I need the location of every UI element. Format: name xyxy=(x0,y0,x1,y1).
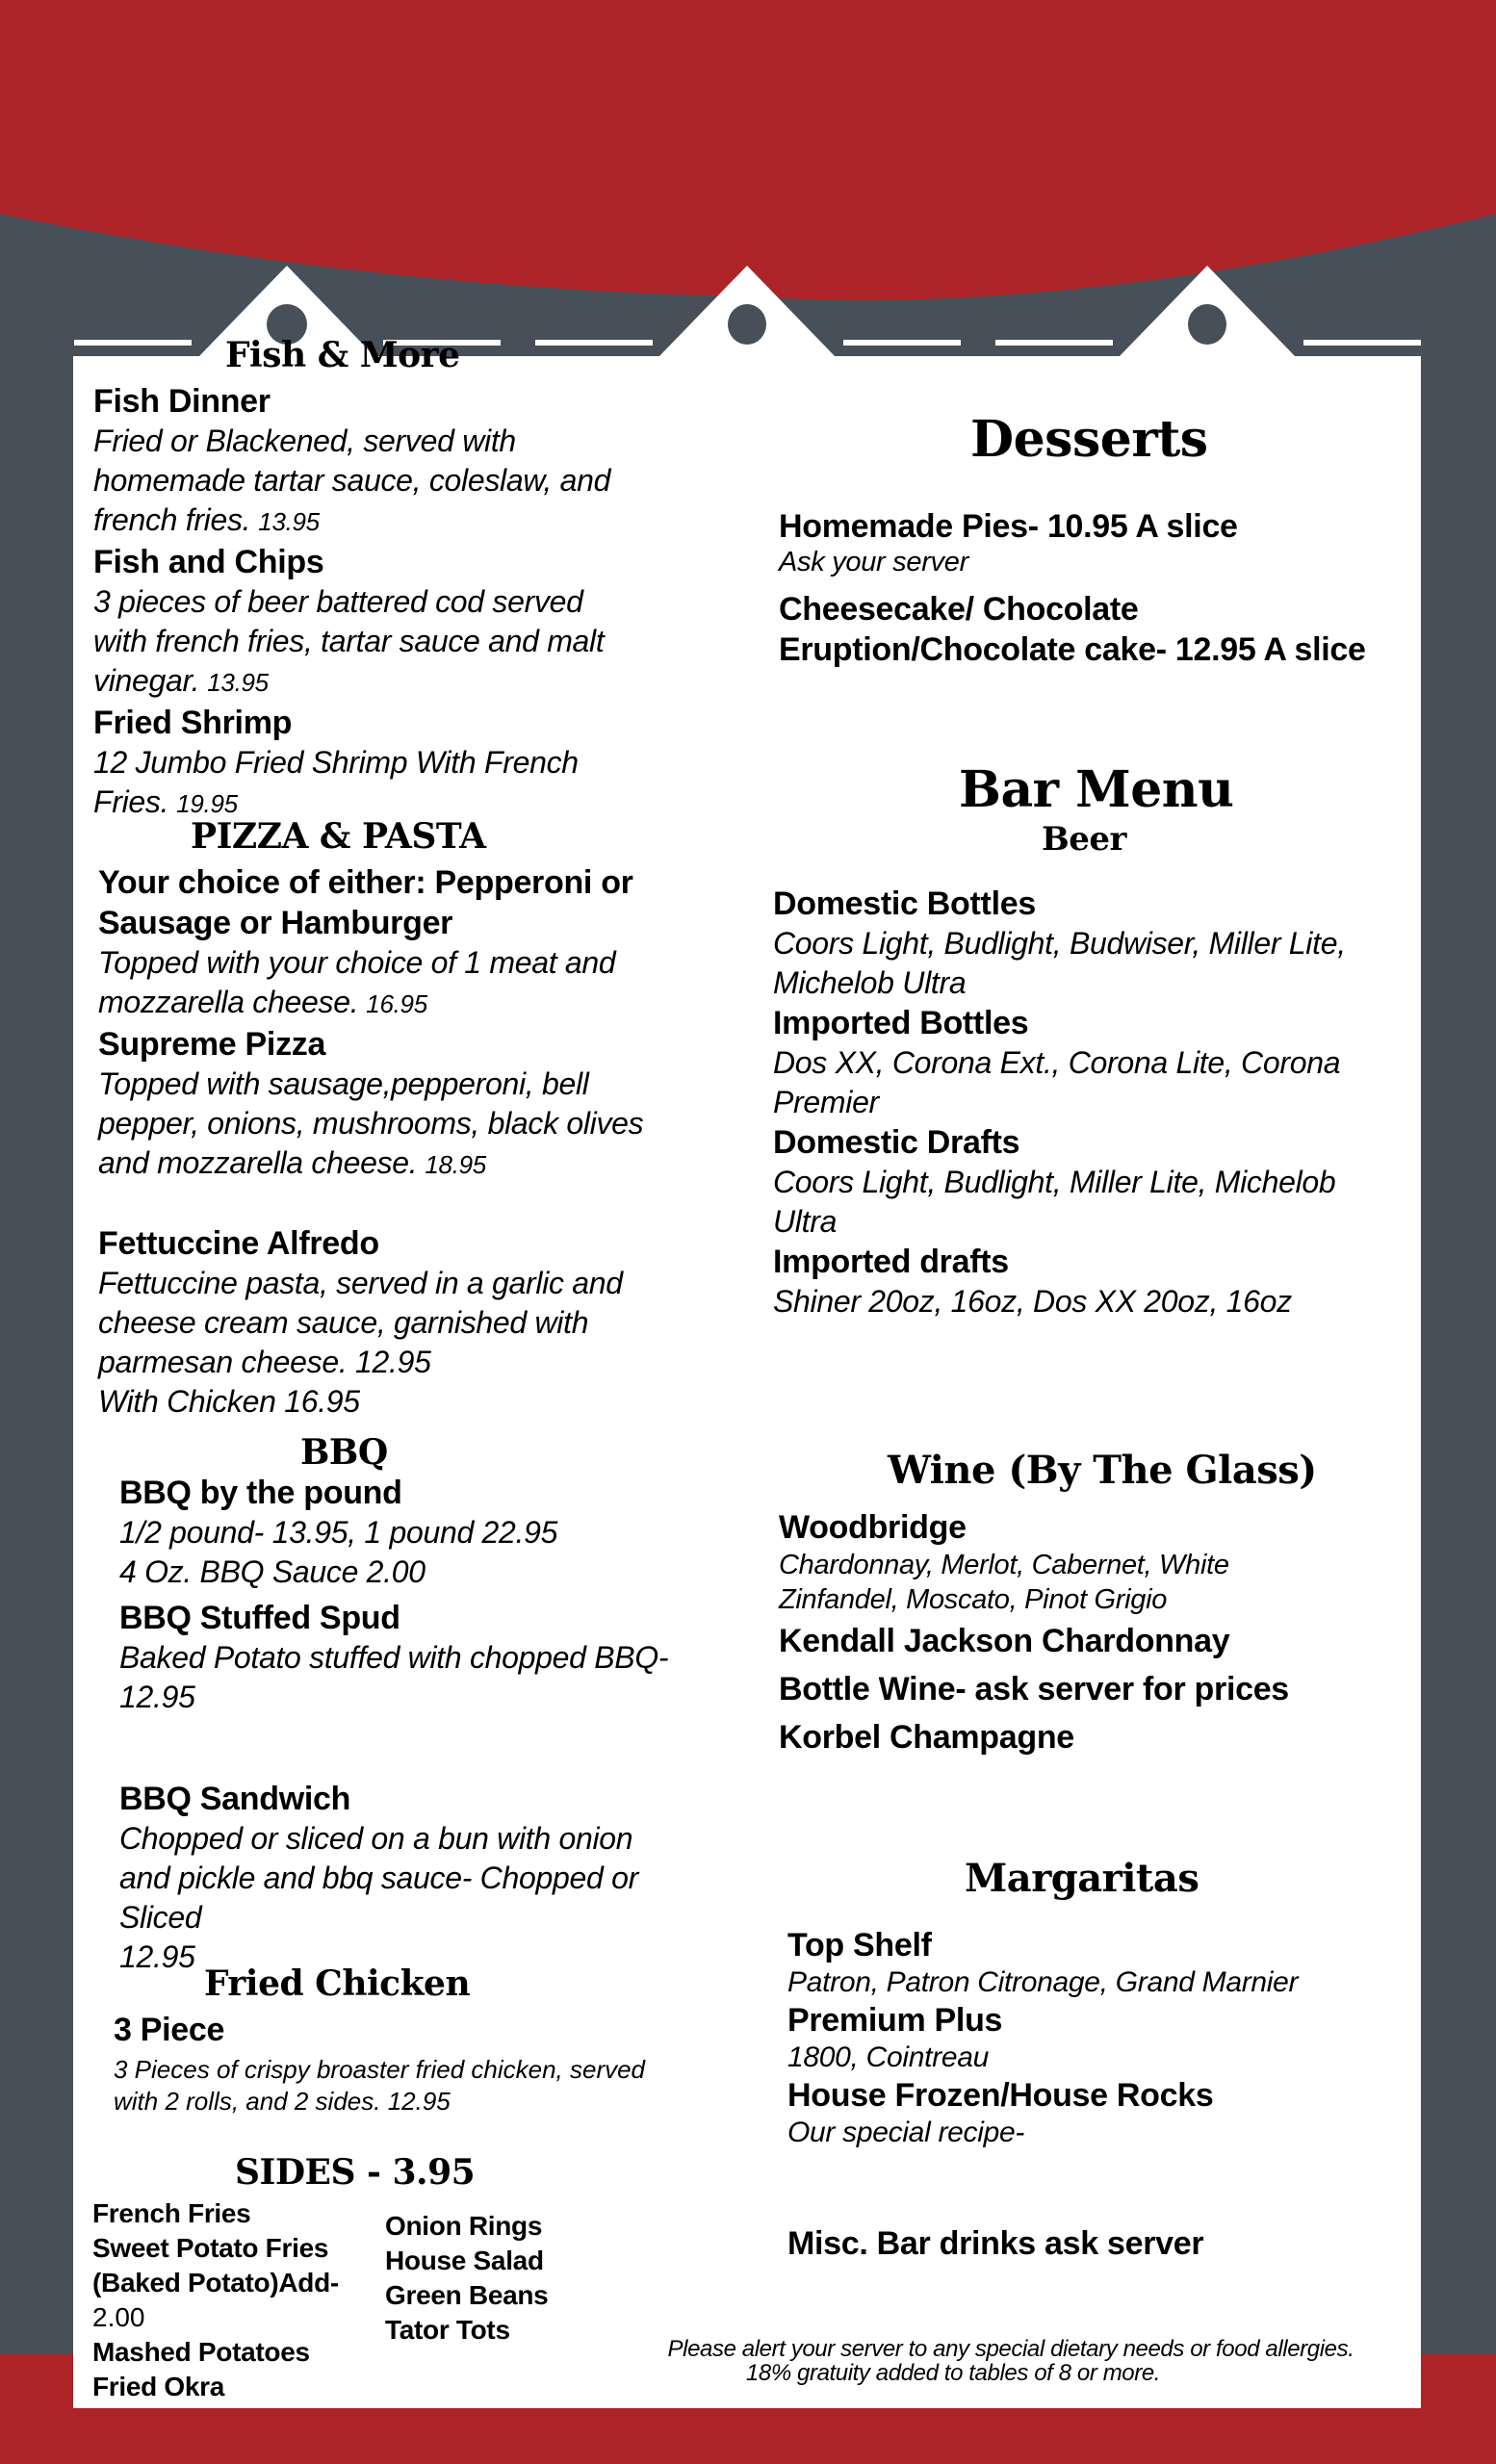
menu-item-desc: Patron, Patron Citronage, Grand Marnier xyxy=(787,1966,1299,1998)
fried-chicken-section xyxy=(114,2010,749,2118)
desc-line: Coors Light, Budlight, Miller Lite, Michelob xyxy=(773,1165,1336,1199)
pizza-pasta-section xyxy=(98,862,753,1422)
desc-line: Michelob Ultra xyxy=(773,965,967,1000)
desc-line: Fries. xyxy=(93,784,169,819)
side-item: House Salad xyxy=(385,2246,544,2275)
desc-line: and pickle and bbq sauce- Chopped or xyxy=(119,1861,638,1895)
section-title-bar-menu: Bar Menu xyxy=(959,760,1234,819)
desc-line: parmesan cheese. 12.95 xyxy=(98,1345,431,1379)
menu-item-desc xyxy=(98,1264,753,1422)
side-item-price: 2.00 xyxy=(92,2302,145,2332)
desc-line: Fried or Blackened, served with xyxy=(93,424,516,458)
menu-item-name: Imported drafts xyxy=(773,1244,1009,1280)
desc-line: vinegar. xyxy=(93,663,200,698)
menu-item-name: Fish and Chips xyxy=(93,544,324,580)
name-line: Sausage or Hamburger xyxy=(98,905,453,941)
desc-line: pepper, onions, mushrooms, black olives xyxy=(98,1106,644,1141)
bbq-section xyxy=(119,1473,755,1977)
menu-item-name: Kendall Jackson Chardonnay xyxy=(779,1623,1230,1659)
desc-line: Ultra xyxy=(773,1204,838,1239)
sides-column-2 xyxy=(385,2209,635,2348)
desc-line: With Chicken 16.95 xyxy=(98,1384,360,1419)
desc-line: 4 Oz. BBQ Sauce 2.00 xyxy=(119,1554,426,1589)
side-item: Tator Tots xyxy=(385,2315,510,2345)
menu-item-desc xyxy=(98,943,753,1024)
section-title-margaritas: Margaritas xyxy=(965,1856,1199,1901)
desc-line: Fettuccine pasta, served in a garlic and xyxy=(98,1266,623,1300)
section-title-sides: SIDES - 3.95 xyxy=(235,2152,476,2193)
desc-line: Coors Light, Budlight, Budwiser, Miller Lite, xyxy=(773,926,1346,961)
desc-line: 12.95 xyxy=(119,1680,195,1714)
desc-line: Baked Potato stuffed with chopped BBQ- xyxy=(119,1640,669,1675)
price: 18.95 xyxy=(425,1150,486,1179)
section-title-desserts: Desserts xyxy=(970,410,1208,469)
menu-item-desc xyxy=(114,2054,749,2118)
menu-item-name: Fettuccine Alfredo xyxy=(98,1225,379,1262)
menu-item-name: Supreme Pizza xyxy=(98,1026,326,1063)
menu-item-name: Bottle Wine- ask server for prices xyxy=(779,1671,1289,1707)
desc-line: Zinfandel, Moscato, Pinot Grigio xyxy=(779,1584,1168,1615)
gratuity-note: 18% gratuity added to tables of 8 or more. xyxy=(745,2360,1161,2386)
desc-line: 3 Pieces of crispy broaster fried chicken, served xyxy=(114,2055,646,2084)
menu-item-desc xyxy=(119,1513,755,1592)
subsection-title-beer: Beer xyxy=(1042,820,1126,859)
desc-line: Shiner 20oz, 16oz, Dos XX 20oz, 16oz xyxy=(773,1284,1292,1319)
desc-line: with 2 rolls, and 2 sides. 12.95 xyxy=(114,2087,451,2116)
menu-item-name: Woodbridge xyxy=(779,1509,967,1546)
desserts-section xyxy=(779,506,1414,670)
section-title-pizza-pasta: PIZZA & PASTA xyxy=(191,816,486,857)
hole-icon xyxy=(1188,304,1226,345)
menu-item-name: Domestic Bottles xyxy=(773,886,1036,922)
menu-item-desc xyxy=(98,1065,753,1185)
menu-item-name: BBQ by the pound xyxy=(119,1475,402,1511)
desc-line: Topped with your choice of 1 meat and xyxy=(98,945,616,980)
menu-item-name: House Frozen/House Rocks xyxy=(787,2077,1214,2114)
section-title-fish-more: Fish & More xyxy=(225,335,460,375)
side-item: Fried Okra xyxy=(92,2372,225,2401)
beer-section xyxy=(773,884,1428,1322)
desc-line: and mozzarella cheese. xyxy=(98,1145,418,1180)
side-item: Sweet Potato Fries xyxy=(92,2233,329,2263)
desc-line: Sliced xyxy=(119,1900,202,1935)
menu-item-name: 3 Piece xyxy=(114,2012,225,2048)
price: 19.95 xyxy=(176,789,238,818)
price: 13.95 xyxy=(207,668,269,697)
desc-line: 3 pieces of beer battered cod served xyxy=(93,584,583,619)
allergy-note: Please alert your server to any special dietary needs or food allergies. xyxy=(667,2336,1354,2362)
menu-item-name: Imported Bottles xyxy=(773,1005,1029,1041)
menu-item-desc xyxy=(773,1163,1428,1242)
section-title-fried-chicken: Fried Chicken xyxy=(204,1964,471,2004)
menu-item-desc xyxy=(773,1043,1428,1122)
menu-item-name: Homemade Pies- 10.95 A slice xyxy=(779,508,1238,545)
price: 16.95 xyxy=(366,989,427,1018)
fish-more-section xyxy=(93,381,748,824)
menu-item-desc xyxy=(93,743,748,824)
desc-line: cheese cream sauce, garnished with xyxy=(98,1305,589,1340)
menu-item-desc: Our special recipe- xyxy=(787,2117,1025,2148)
desc-line: Chopped or sliced on a bun with onion xyxy=(119,1821,633,1856)
side-item: French Fries xyxy=(92,2198,251,2228)
desc-line: Dos XX, Corona Ext., Corona Lite, Corona xyxy=(773,1045,1341,1080)
wine-section xyxy=(779,1507,1433,1761)
desc-line: french fries. xyxy=(93,502,251,537)
menu-item-desc xyxy=(779,1548,1433,1617)
hole-icon xyxy=(728,304,766,345)
footer-note xyxy=(597,2337,1425,2385)
menu-item-name: Domestic Drafts xyxy=(773,1124,1020,1161)
side-item: Onion Rings xyxy=(385,2211,543,2241)
side-item: (Baked Potato)Add- xyxy=(92,2268,339,2297)
menu-item-desc: Ask your server xyxy=(779,547,968,578)
menu-item-name: BBQ Sandwich xyxy=(119,1781,351,1817)
menu-item-desc xyxy=(773,1282,1428,1322)
name-line: Eruption/Chocolate cake- 12.95 A slice xyxy=(779,631,1366,668)
margaritas-section xyxy=(787,1925,1442,2150)
menu-item-desc xyxy=(93,582,748,703)
menu-item-desc xyxy=(773,924,1428,1003)
desc-line: Topped with sausage,pepperoni, bell xyxy=(98,1066,589,1101)
menu-item-name: Korbel Champagne xyxy=(779,1719,1074,1756)
desc-line: Chardonnay, Merlot, Cabernet, White xyxy=(779,1550,1229,1580)
menu-item-desc xyxy=(93,422,748,542)
section-title-wine: Wine (By The Glass) xyxy=(888,1448,1317,1493)
menu-item-name: Fried Shrimp xyxy=(93,705,293,741)
menu-item-name: Premium Plus xyxy=(787,2002,1003,2039)
desc-line: with french fries, tartar sauce and malt xyxy=(93,624,605,658)
menu-item-desc: 1800, Cointreau xyxy=(787,2041,989,2073)
side-item: Green Beans xyxy=(385,2280,549,2310)
section-title-bbq: BBQ xyxy=(300,1432,388,1473)
name-line: Your choice of either: Pepperoni or xyxy=(98,864,633,901)
side-item: Mashed Potatoes xyxy=(92,2337,310,2367)
menu-item-name: Top Shelf xyxy=(787,1927,932,1964)
menu-item-desc xyxy=(119,1819,755,1977)
desc-line: 1/2 pound- 13.95, 1 pound 22.95 xyxy=(119,1515,558,1550)
desc-line: mozzarella cheese. xyxy=(98,985,359,1019)
menu-item-desc xyxy=(119,1638,755,1717)
desc-line: homemade tartar sauce, coleslaw, and xyxy=(93,463,611,498)
menu-item-name: Fish Dinner xyxy=(93,383,271,420)
desc-line: 12.95 xyxy=(119,1939,195,1974)
price: 13.95 xyxy=(258,507,320,536)
menu-item-name xyxy=(98,862,753,943)
misc-bar-drinks-note: Misc. Bar drinks ask server xyxy=(787,2225,1204,2262)
menu-item-name xyxy=(779,589,1414,670)
menu-item-name: BBQ Stuffed Spud xyxy=(119,1600,400,1636)
name-line: Cheesecake/ Chocolate xyxy=(779,591,1139,628)
sides-column-1 xyxy=(92,2196,381,2404)
desc-line: Premier xyxy=(773,1085,879,1119)
desc-line: 12 Jumbo Fried Shrimp With French xyxy=(93,745,579,780)
